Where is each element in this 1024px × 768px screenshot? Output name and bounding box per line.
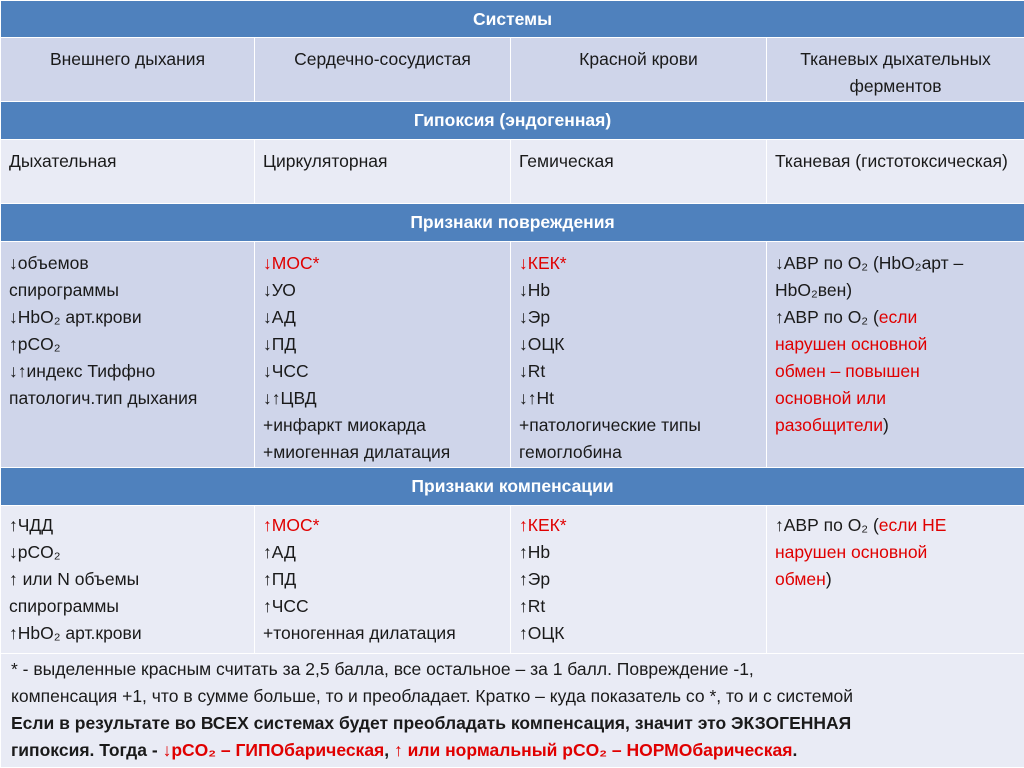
damage-item: HbO₂вен) bbox=[775, 277, 1016, 304]
comp-item-key: нарушен основной bbox=[775, 539, 1016, 566]
comp-col-breathing bbox=[1, 506, 255, 654]
comp-item: ↑Эр bbox=[519, 566, 758, 593]
damage-item-key: основной или bbox=[775, 385, 1016, 412]
header-systems: Системы bbox=[1, 1, 1024, 38]
system-red-blood: Красной крови bbox=[511, 38, 767, 102]
header-hypoxia: Гипоксия (эндогенная) bbox=[1, 102, 1024, 140]
damage-col-tissue bbox=[767, 242, 1024, 468]
damage-item: +миогенная дилатация bbox=[263, 439, 502, 466]
comp-item: ↓pCO₂ bbox=[9, 539, 246, 566]
damage-item: разобщители) bbox=[775, 412, 1016, 439]
footnote bbox=[1, 654, 1024, 768]
comp-item: ↑АД bbox=[263, 539, 502, 566]
system-external-breathing: Внешнего дыхания bbox=[1, 38, 255, 102]
comp-item: ↑Hb bbox=[519, 539, 758, 566]
footnote-line: компенсация +1, что в сумме больше, то и преобладает. Кратко – куда показатель со *, то и с системой bbox=[11, 683, 1016, 710]
footnote-line: * - выделенные красным считать за 2,5 балла, все остальное – за 1 балл. Повреждение -1, bbox=[11, 656, 1016, 683]
damage-item: ↓УО bbox=[263, 277, 502, 304]
damage-item: ↓HbO₂ арт.крови bbox=[9, 304, 246, 331]
comp-item: +тоногенная дилатация bbox=[263, 620, 502, 647]
damage-item: ↓Hb bbox=[519, 277, 758, 304]
damage-item: +патологические типы bbox=[519, 412, 758, 439]
comp-col-tissue bbox=[767, 506, 1024, 654]
comp-item: ↑Rt bbox=[519, 593, 758, 620]
hypoxia-circulatory: Циркуляторная bbox=[255, 140, 511, 204]
comp-item: ↑ЧСС bbox=[263, 593, 502, 620]
damage-item: +инфаркт миокарда bbox=[263, 412, 502, 439]
damage-item: ↓ЧСС bbox=[263, 358, 502, 385]
damage-item-key: обмен – повышен bbox=[775, 358, 1016, 385]
damage-item: ↑pCO₂ bbox=[9, 331, 246, 358]
comp-col-cardio bbox=[255, 506, 511, 654]
damage-item-key: ↓КЕК* bbox=[519, 250, 758, 277]
damage-item: ↓АВР по О₂ (HbO₂арт – bbox=[775, 250, 1016, 277]
system-tissue-enzymes: Тканевых дыхательных ферментов bbox=[767, 38, 1024, 102]
damage-item: ↓ОЦК bbox=[519, 331, 758, 358]
system-cardiovascular: Сердечно-сосудистая bbox=[255, 38, 511, 102]
hypoxia-hemic: Гемическая bbox=[511, 140, 767, 204]
footnote-conclusion: гипоксия. Тогда - ↓pCO₂ – ГИПОбарическая, ↑ или нормальный pCO₂ – НОРМОбарическая. bbox=[11, 737, 1016, 764]
damage-item-key: ↓МОС* bbox=[263, 250, 502, 277]
comp-item-key: ↑МОС* bbox=[263, 512, 502, 539]
damage-item: ↑АВР по О₂ (если bbox=[775, 304, 1016, 331]
comp-item: ↑HbO₂ арт.крови bbox=[9, 620, 246, 647]
damage-item: ↓Эр bbox=[519, 304, 758, 331]
comp-item: обмен) bbox=[775, 566, 1016, 593]
damage-item: ↓ПД bbox=[263, 331, 502, 358]
comp-item: ↑ПД bbox=[263, 566, 502, 593]
comp-item-key: ↑КЕК* bbox=[519, 512, 758, 539]
damage-col-blood bbox=[511, 242, 767, 468]
damage-item: ↓↑Ht bbox=[519, 385, 758, 412]
header-damage: Признаки повреждения bbox=[1, 204, 1024, 242]
comp-item: ↑ОЦК bbox=[519, 620, 758, 647]
footnote-conclusion: Если в результате во ВСЕХ системах будет преобладать компенсация, значит это ЭКЗОГЕННАЯ bbox=[11, 710, 1016, 737]
comp-col-blood bbox=[511, 506, 767, 654]
damage-item: ↓АД bbox=[263, 304, 502, 331]
hypoxia-respiratory: Дыхательная bbox=[1, 140, 255, 204]
damage-item: ↓↑индекс Тиффно bbox=[9, 358, 246, 385]
header-compensation: Признаки компенсации bbox=[1, 468, 1024, 506]
damage-item: гемоглобина bbox=[519, 439, 758, 466]
damage-col-cardio bbox=[255, 242, 511, 468]
damage-item-key: нарушен основной bbox=[775, 331, 1016, 358]
damage-item: ↓объемов bbox=[9, 250, 246, 277]
hypoxia-tissue: Тканевая (гистотоксическая) bbox=[767, 140, 1024, 204]
comp-item: спирограммы bbox=[9, 593, 246, 620]
damage-item: спирограммы bbox=[9, 277, 246, 304]
damage-item: ↓Rt bbox=[519, 358, 758, 385]
damage-item: патологич.тип дыхания bbox=[9, 385, 246, 412]
comp-item: ↑ или N объемы bbox=[9, 566, 246, 593]
comp-item: ↑АВР по О₂ (если НЕ bbox=[775, 512, 1016, 539]
damage-item: ↓↑ЦВД bbox=[263, 385, 502, 412]
comp-item: ↑ЧДД bbox=[9, 512, 246, 539]
damage-col-breathing bbox=[1, 242, 255, 468]
